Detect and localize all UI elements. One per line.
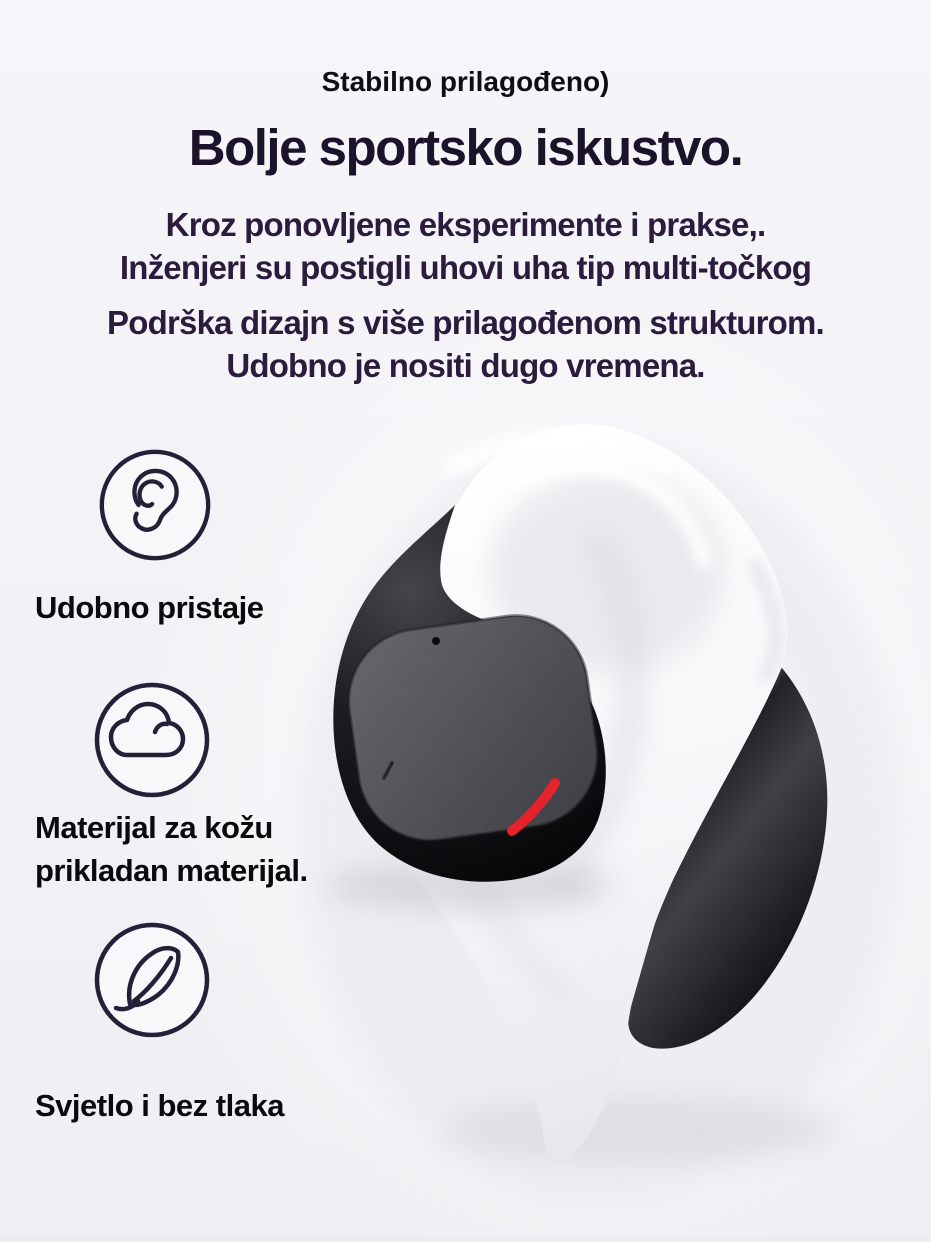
page-title: Bolje sportsko iskustvo.: [188, 119, 743, 176]
mic-hole: [432, 637, 440, 645]
support-line-2: Udobno je nositi dugo vremena.: [226, 347, 705, 384]
feature-lightweight: [92, 920, 212, 1040]
feature-comfort-line-1: Udobno pristaje: [35, 590, 264, 625]
bottom-edge: [0, 1236, 931, 1242]
feature-comfort-label: [35, 586, 263, 629]
intro-line-2: Inženjeri su postigli uhovi uha tip multi-točkog: [119, 249, 812, 286]
kicker-text: Stabilno prilagođeno): [321, 66, 610, 97]
cloud-icon: [92, 680, 212, 800]
support-paragraph: [0, 301, 931, 387]
intro-line-1: Kroz ponovljene eksperimente i prakse,.: [165, 206, 766, 243]
feature-material: [92, 680, 212, 800]
feature-lightweight-line-1: Svjetlo i bez tlaka: [35, 1088, 284, 1123]
feature-comfort: [97, 447, 213, 563]
feature-material-label: [35, 806, 308, 892]
feature-material-line-1: Materijal za kožu: [35, 810, 273, 845]
earbud-touch-panel: [339, 606, 606, 849]
feature-material-line-2: prikladan materijal.: [35, 853, 308, 888]
support-line-1: Podrška dizajn s više prilagođenom strukturom.: [107, 304, 824, 341]
ear-icon: [97, 447, 213, 563]
leaf-icon: [92, 920, 212, 1040]
intro-paragraph: [0, 203, 931, 289]
feature-lightweight-label: [35, 1084, 284, 1127]
